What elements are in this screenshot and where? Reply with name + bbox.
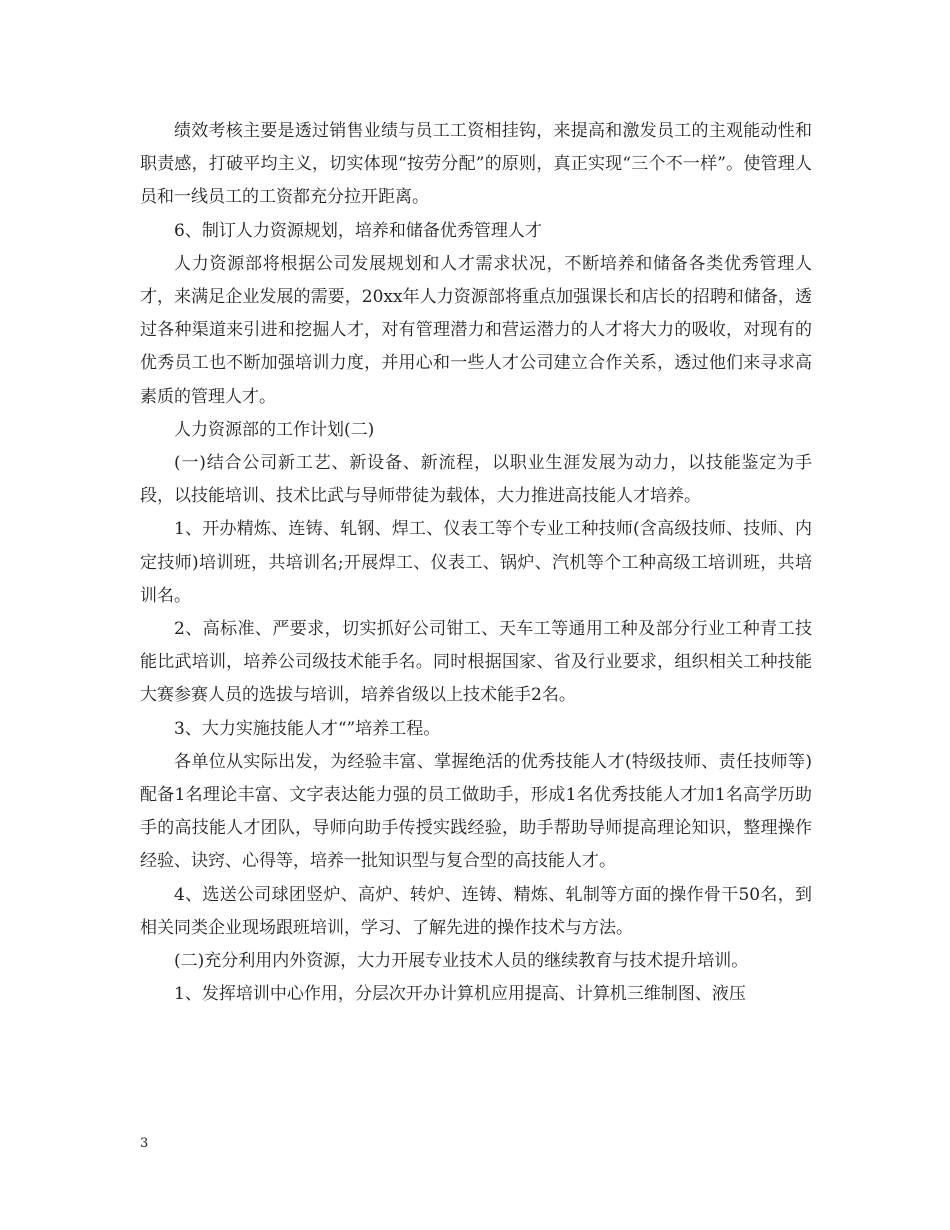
list-item-3-talent-project: 3、大力实施技能人才“”培养工程。: [174, 718, 441, 739]
paragraph-skill-talent-training: (一)结合公司新工艺、新设备、新流程，以职业生涯发展为动力，以技能鉴定为手段，以技能培训、技术比武与导师带徒为载体，大力推进高技能人才培养。: [140, 453, 812, 507]
heading-hr-planning: 6、制订人力资源规划，培养和储备优秀管理人才: [174, 220, 542, 241]
paragraph-performance-appraisal: 绩效考核主要是透过销售业绩与员工工资相挂钩，来提高和激发员工的主观能动性和职责感，打破平均主义，切实体现“按劳分配”的原则，真正实现“三个不一样”。使管理人员和一线员工的工资都充分拉开距离。: [140, 121, 812, 208]
list-item-1-training-center: 1、发挥培训中心作用，分层次开办计算机应用提高、计算机三维制图、液压: [174, 984, 746, 1005]
list-item-4-onsite-training: 4、选送公司球团竖炉、高炉、转炉、连铸、精炼、轧制等方面的操作骨干50名，到相关同类企业现场跟班培训，学习、了解先进的操作技术与方法。: [140, 884, 812, 938]
document-body: [140, 115, 812, 1011]
list-item-1-technician-classes: 1、开办精炼、连铸、轧钢、焊工、仪表工等个专业工种技师(含高级技师、技师、内定技师)培训班，共培训名;开展焊工、仪表工、锅炉、汽机等个工种高级工培训班，共培训名。: [140, 519, 812, 606]
paragraph-mentor-assistant: 各单位从实际出发，为经验丰富、掌握绝活的优秀技能人才(特级技师、责任技师等)配备1名理论丰富、文字表达能力强的员工做助手，形成1名优秀技能人才加1名高学历助手的高技能人才团队，导师向助手传授实践经验，助手帮助导师提高理论知识，整理操作经验、诀窍、心得等，培养一批知识型与复合型的高技能人才。: [140, 751, 812, 872]
paragraph-talent-reserve: 人力资源部将根据公司发展规划和人才需求状况，不断培养和储备各类优秀管理人才，来满足企业发展的需要，20xx年人力资源部将重点加强课长和店长的招聘和储备，透过各种渠道来引进和挖掘人才，对有管理潜力和营运潜力的人才将大力的吸收，对现有的优秀员工也不断加强培训力度，并用心和一些人才公司建立合作关系，透过他们来寻求高素质的管理人才。: [140, 253, 812, 407]
list-item-2-skill-competition: 2、高标准、严要求，切实抓好公司钳工、天车工等通用工种及部分行业工种青工技能比武培训，培养公司级技术能手名。同时根据国家、省及行业要求，组织相关工种技能大赛参赛人员的选拔与培训，培养省级以上技术能手2名。: [140, 619, 812, 706]
section-title-work-plan-2: 人力资源部的工作计划(二): [174, 419, 375, 440]
paragraph-continuing-education: (二)充分利用内外资源，大力开展专业技术人员的继续教育与技术提升培训。: [174, 951, 749, 972]
page-number: 3: [140, 1136, 149, 1151]
